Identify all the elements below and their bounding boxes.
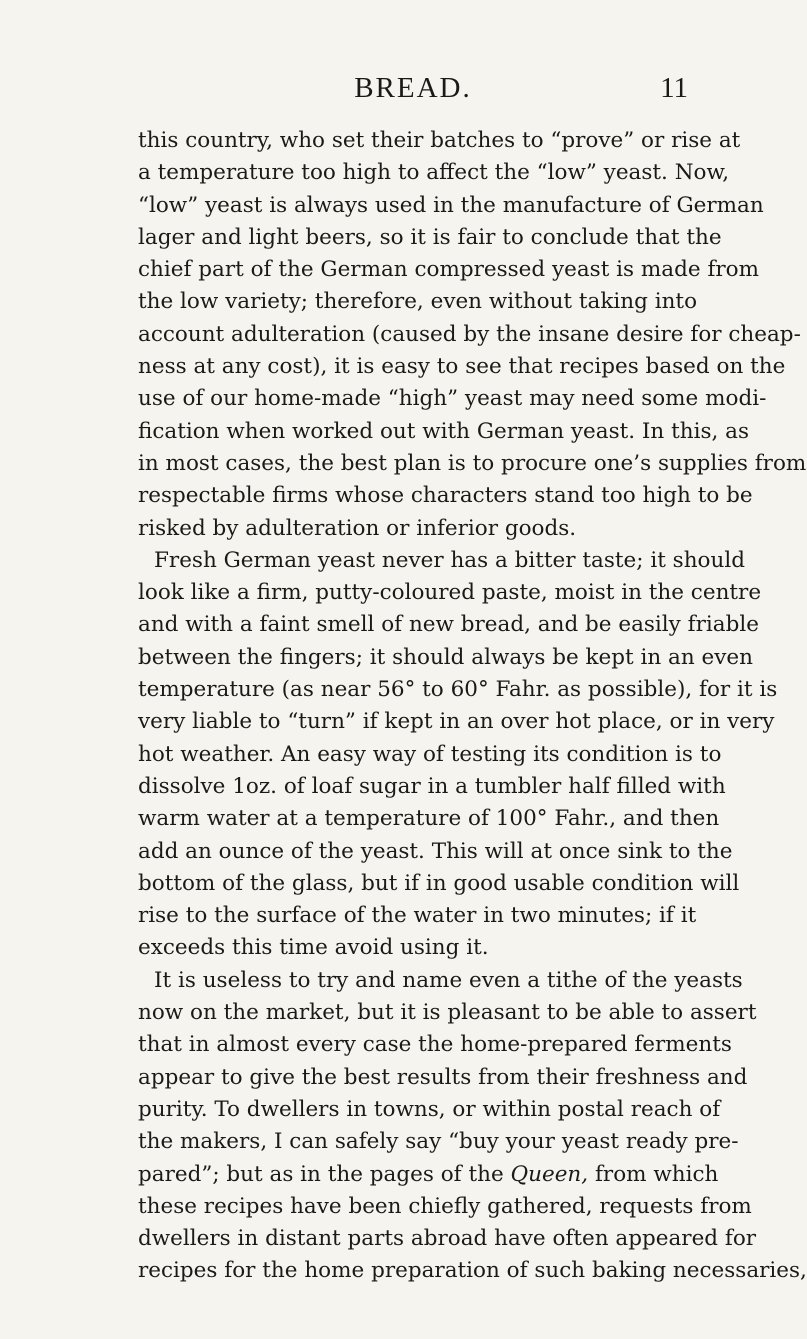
line-segment: from which bbox=[594, 1161, 719, 1187]
line-segment: pared”; but as in the pages of the bbox=[138, 1161, 504, 1187]
text-line: recipes for the home preparation of such baking necessaries, bbox=[138, 1258, 807, 1284]
text-line: appear to give the best results from their freshness and bbox=[138, 1064, 748, 1090]
text-line: this country, who set their batches to “prove” or rise at bbox=[138, 128, 741, 153]
text-line: temperature (as near 56° to 60° Fahr. as possible), for it is bbox=[138, 677, 778, 703]
text-line: exceeds this time avoid using it. bbox=[138, 935, 489, 961]
text-line: in most cases, the best plan is to procure one’s supplies from bbox=[138, 450, 807, 476]
page-number: 11 bbox=[660, 72, 688, 104]
text-line: lager and light beers, so it is fair to conclude that the bbox=[138, 224, 722, 250]
paragraph-start-line: It is useless to try and name even a tithe of the yeasts bbox=[154, 967, 743, 993]
text-line: add an ounce of the yeast. This will at once sink to the bbox=[138, 838, 733, 864]
running-title: BREAD. bbox=[354, 72, 472, 104]
text-line: “low” yeast is always used in the manufacture of German bbox=[138, 192, 764, 218]
text-line: dissolve 1oz. of loaf sugar in a tumbler half filled with bbox=[138, 773, 726, 799]
text-line-with-italic bbox=[138, 1159, 719, 1191]
text-line: between the fingers; it should always be kept in an even bbox=[138, 644, 753, 670]
text-line: hot weather. An easy way of testing its condition is to bbox=[138, 741, 722, 767]
paragraph-start-line: Fresh German yeast never has a bitter taste; it should bbox=[154, 547, 745, 573]
text-line: account adulteration (caused by the insane desire for cheap- bbox=[138, 321, 801, 347]
body-text bbox=[138, 125, 807, 1288]
italic-title: Queen, bbox=[510, 1161, 589, 1187]
text-line: use of our home-made “high” yeast may need some modi- bbox=[138, 386, 767, 412]
text-line: dwellers in distant parts abroad have often appeared for bbox=[138, 1226, 757, 1252]
text-line: risked by adulteration or inferior goods. bbox=[138, 515, 577, 541]
text-line: rise to the surface of the water in two minutes; if it bbox=[138, 903, 697, 929]
text-line: ness at any cost), it is easy to see that recipes based on the bbox=[138, 354, 786, 380]
text-line: warm water at a temperature of 100° Fahr., and then bbox=[138, 806, 720, 832]
text-line: very liable to “turn” if kept in an over hot place, or in very bbox=[138, 709, 775, 735]
text-line: a temperature too high to affect the “low” yeast. Now, bbox=[138, 160, 730, 186]
text-line: and with a faint smell of new bread, and be easily friable bbox=[138, 612, 759, 638]
running-head bbox=[138, 72, 688, 104]
text-line: bottom of the glass, but if in good usable condition will bbox=[138, 870, 740, 896]
text-line: the makers, I can safely say “buy your yeast ready pre- bbox=[138, 1129, 739, 1155]
text-line: purity. To dwellers in towns, or within postal reach of bbox=[138, 1096, 721, 1122]
text-line: these recipes have been chiefly gathered, requests from bbox=[138, 1193, 752, 1219]
text-line: fication when worked out with German yeast. In this, as bbox=[138, 418, 750, 444]
text-line: the low variety; therefore, even without taking into bbox=[138, 289, 698, 315]
text-line: chief part of the German compressed yeast is made from bbox=[138, 257, 760, 283]
text-line: look like a firm, putty-coloured paste, moist in the centre bbox=[138, 580, 762, 606]
text-line: that in almost every case the home-prepared ferments bbox=[138, 1032, 732, 1058]
text-line: respectable firms whose characters stand too high to be bbox=[138, 483, 753, 509]
text-line: now on the market, but it is pleasant to be able to assert bbox=[138, 1000, 757, 1026]
